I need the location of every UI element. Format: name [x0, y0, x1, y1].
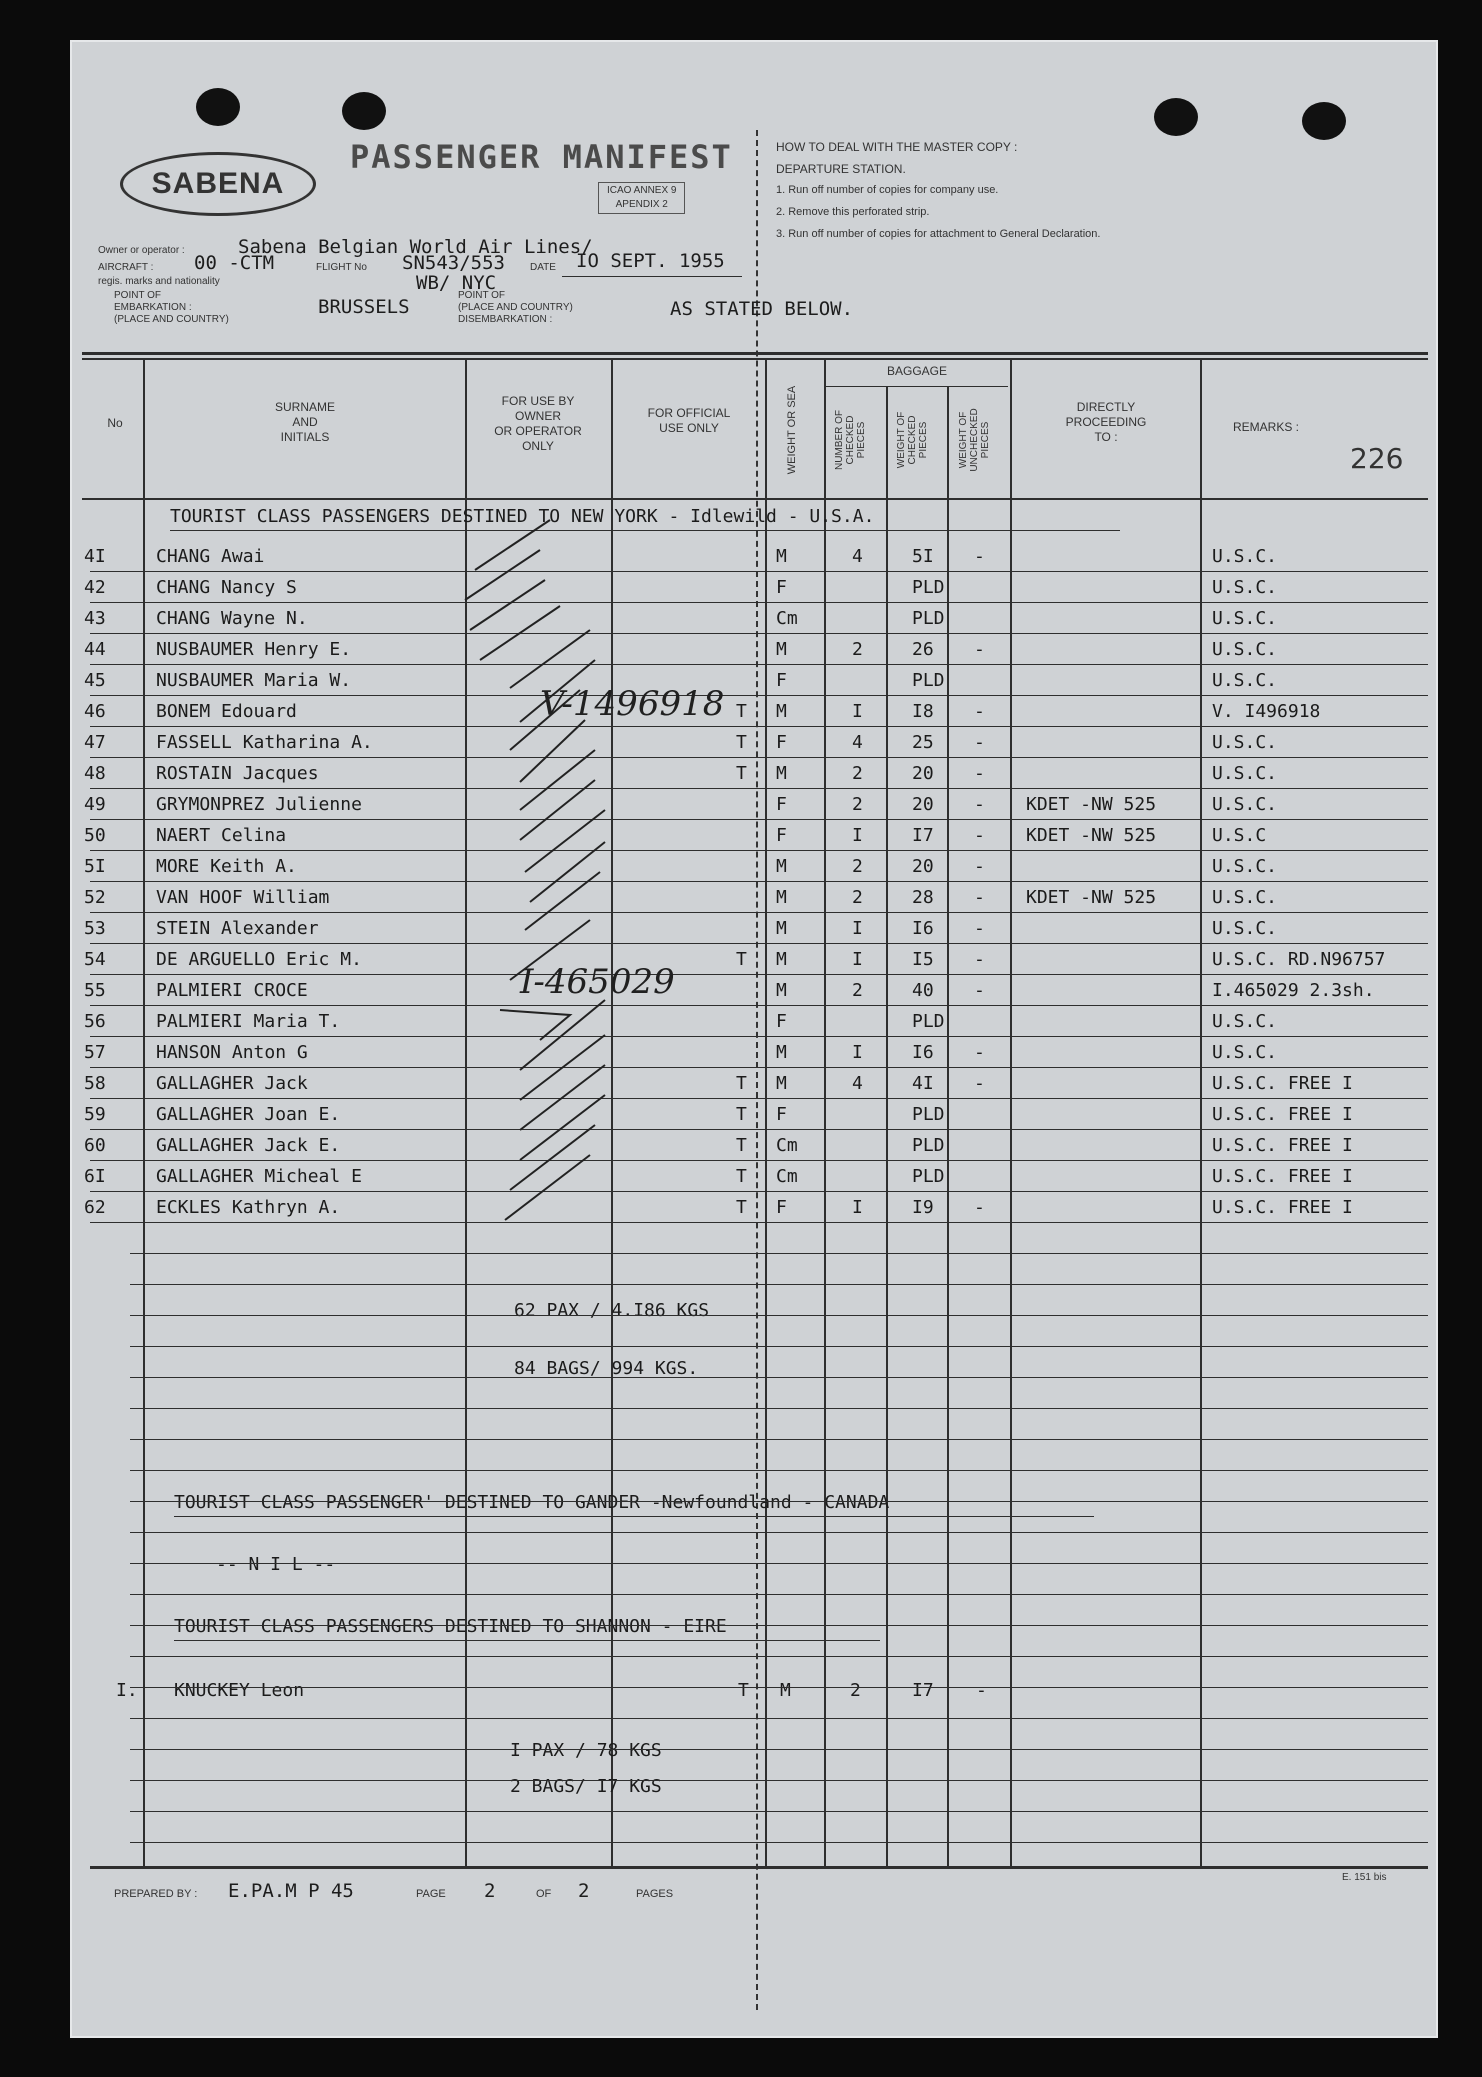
punch-hole [342, 92, 386, 130]
row-name: STEIN Alexander [156, 918, 319, 939]
instruction-item: 2. Remove this perforated strip. [776, 206, 930, 218]
row-remarks: U.S.C. [1212, 918, 1278, 939]
shannon-row-unchecked: - [976, 1680, 987, 1701]
blank-rule [130, 1780, 1428, 1781]
check-mark [520, 1000, 605, 1070]
row-remarks: U.S.C. FREE I [1212, 1197, 1353, 1218]
embarkation-label: POINT OF [114, 290, 162, 301]
section-underline [174, 1516, 1094, 1517]
row-number: 48 [84, 763, 106, 784]
row-weight: I8 [912, 701, 934, 722]
handwritten-visa-number: V-1496918 [540, 684, 725, 724]
row-pieces: 4 [852, 732, 863, 753]
column-rule [886, 386, 888, 1866]
manifest-title: PASSENGER MANIFEST [350, 138, 733, 176]
row-name: ROSTAIN Jacques [156, 763, 319, 784]
row-name: GRYMONPREZ Julienne [156, 794, 362, 815]
row-sex: F [776, 1104, 787, 1125]
row-sex: F [776, 577, 787, 598]
row-class-mark: T [736, 732, 747, 753]
row-remarks: U.S.C. [1212, 546, 1278, 567]
header-weight-checked: WEIGHT OF CHECKED PIECES [896, 411, 929, 469]
prepared-by-value: E.PA.M P 45 [228, 1880, 354, 1902]
row-number: 43 [84, 608, 106, 629]
row-remarks: U.S.C. [1212, 670, 1278, 691]
check-mark [530, 842, 605, 902]
of-value: 2 [578, 1880, 590, 1902]
blank-rule [130, 1470, 1428, 1471]
row-sex: M [776, 763, 787, 784]
row-unchecked: - [974, 732, 985, 753]
row-sex: Cm [776, 1166, 798, 1187]
row-name: GALLAGHER Jack E. [156, 1135, 341, 1156]
row-remarks: U.S.C. [1212, 577, 1278, 598]
row-number: 47 [84, 732, 106, 753]
check-mark [520, 750, 595, 810]
row-pieces: I [852, 949, 863, 970]
row-name: ECKLES Kathryn A. [156, 1197, 341, 1218]
disembarkation-value: AS STATED BELOW. [670, 298, 854, 320]
row-pieces: 2 [852, 856, 863, 877]
check-mark [520, 1065, 605, 1130]
row-sex: M [776, 949, 787, 970]
row-rule [90, 788, 1428, 789]
row-pieces: I [852, 1197, 863, 1218]
blank-rule [130, 1253, 1428, 1254]
table-top-rule [82, 352, 1428, 355]
embarkation-label: (PLACE AND COUNTRY) [114, 314, 229, 325]
row-remarks: U.S.C. [1212, 608, 1278, 629]
row-weight: 25 [912, 732, 934, 753]
total-new-york-bags: 84 BAGS/ 994 KGS. [514, 1358, 699, 1379]
row-rule [90, 974, 1428, 975]
row-number: 53 [84, 918, 106, 939]
row-name: DE ARGUELLO Eric M. [156, 949, 362, 970]
nil-note: -- N I L -- [216, 1554, 336, 1575]
blank-rule [130, 1656, 1428, 1657]
blank-rule [130, 1408, 1428, 1409]
row-unchecked: - [974, 949, 985, 970]
owner-value: Sabena Belgian World Air Lines/ [238, 236, 593, 258]
row-destination: KDET -NW 525 [1026, 794, 1157, 815]
row-number: 6I [84, 1166, 106, 1187]
row-name: NUSBAUMER Henry E. [156, 639, 352, 660]
total-new-york-pax: 62 PAX / 4.I86 KGS [514, 1300, 710, 1321]
row-weight: 20 [912, 856, 934, 877]
total-shannon-bags: 2 BAGS/ I7 KGS [510, 1776, 662, 1797]
row-number: 46 [84, 701, 106, 722]
row-number: 52 [84, 887, 106, 908]
page-value: 2 [484, 1880, 496, 1902]
check-marks [370, 510, 630, 1270]
blank-rule [130, 1439, 1428, 1440]
blank-rule [130, 1811, 1428, 1812]
row-pieces: 4 [852, 546, 863, 567]
row-unchecked: - [974, 887, 985, 908]
date-underline [562, 276, 742, 277]
flight-value: SN543/553 [402, 252, 505, 274]
row-number: 60 [84, 1135, 106, 1156]
row-sex: M [776, 856, 787, 877]
row-weight: 20 [912, 794, 934, 815]
row-destination: KDET -NW 525 [1026, 887, 1157, 908]
row-name: CHANG Awai [156, 546, 265, 567]
row-number: 57 [84, 1042, 106, 1063]
check-mark [520, 720, 585, 782]
section-title-new-york: TOURIST CLASS PASSENGERS DESTINED TO NEW YORK - Idlewild - U.S.A. [170, 506, 875, 527]
row-remarks: V. I496918 [1212, 701, 1321, 722]
row-weight: PLD [912, 577, 945, 598]
check-mark [505, 1155, 590, 1220]
instructions-title: HOW TO DEAL WITH THE MASTER COPY : [776, 140, 1018, 154]
header-baggage: BAGGAGE [886, 364, 948, 378]
row-sex: M [776, 918, 787, 939]
row-pieces: I [852, 918, 863, 939]
row-number: 49 [84, 794, 106, 815]
shannon-row-class: T [738, 1680, 749, 1701]
shannon-row-no: I. [116, 1680, 138, 1701]
blank-rule [130, 1594, 1428, 1595]
row-rule [90, 819, 1428, 820]
section-underline [170, 530, 1120, 531]
blank-rule [130, 1315, 1428, 1316]
row-weight: I6 [912, 1042, 934, 1063]
prepared-by-label: PREPARED BY : [114, 1888, 198, 1900]
column-rule [143, 358, 145, 1866]
row-name: CHANG Wayne N. [156, 608, 308, 629]
row-unchecked: - [974, 1073, 985, 1094]
blank-rule [130, 1687, 1428, 1688]
row-unchecked: - [974, 763, 985, 784]
row-sex: F [776, 670, 787, 691]
disembarkation-label: (PLACE AND COUNTRY) [458, 302, 573, 313]
aircraft-label: AIRCRAFT : [98, 262, 154, 273]
row-remarks: U.S.C. [1212, 639, 1278, 660]
row-name: CHANG Nancy S [156, 577, 297, 598]
row-remarks: U.S.C. [1212, 732, 1278, 753]
blank-rule [130, 1563, 1428, 1564]
date-value: IO SEPT. 1955 [576, 250, 725, 272]
row-remarks: U.S.C. [1212, 763, 1278, 784]
row-weight: I9 [912, 1197, 934, 1218]
row-weight: PLD [912, 1104, 945, 1125]
row-remarks: U.S.C [1212, 825, 1267, 846]
section-title-gander: TOURIST CLASS PASSENGER' DESTINED TO GANDER -Newfoundland - CANADA [174, 1492, 890, 1513]
row-name: VAN HOOF William [156, 887, 330, 908]
row-number: 55 [84, 980, 106, 1001]
row-weight: I5 [912, 949, 934, 970]
row-pieces: I [852, 1042, 863, 1063]
table-top-rule [82, 358, 1428, 360]
header-num-checked: NUMBER OF CHECKED PIECES [834, 410, 867, 470]
row-weight: PLD [912, 670, 945, 691]
page-label: PAGE [416, 1888, 446, 1900]
table-bottom-rule [90, 1866, 1428, 1869]
row-rule [90, 726, 1428, 727]
row-rule [90, 1067, 1428, 1068]
row-remarks: U.S.C. [1212, 887, 1278, 908]
row-name: MORE Keith A. [156, 856, 297, 877]
row-unchecked: - [974, 1042, 985, 1063]
row-weight: 4I [912, 1073, 934, 1094]
row-remarks: U.S.C. [1212, 794, 1278, 815]
check-mark [510, 690, 580, 750]
row-sex: F [776, 794, 787, 815]
shannon-row-sex: M [780, 1680, 791, 1701]
row-rule [90, 1005, 1428, 1006]
row-rule [90, 1160, 1428, 1161]
shannon-row-weight: I7 [912, 1680, 934, 1701]
row-name: FASSELL Katharina A. [156, 732, 373, 753]
row-number: 45 [84, 670, 106, 691]
row-weight: 28 [912, 887, 934, 908]
total-shannon-pax: I PAX / 78 KGS [510, 1740, 662, 1761]
row-name: PALMIERI Maria T. [156, 1011, 341, 1032]
row-rule [90, 850, 1428, 851]
row-remarks: U.S.C. FREE I [1212, 1166, 1353, 1187]
row-sex: M [776, 1042, 787, 1063]
row-name: NAERT Celina [156, 825, 287, 846]
column-rule [1010, 358, 1012, 1866]
row-number: 44 [84, 639, 106, 660]
of-label: OF [536, 1888, 552, 1900]
row-pieces: I [852, 825, 863, 846]
row-sex: F [776, 1011, 787, 1032]
row-sex: Cm [776, 1135, 798, 1156]
row-pieces: 2 [852, 639, 863, 660]
row-rule [90, 664, 1428, 665]
page-number-stamp: 226 [1350, 442, 1404, 475]
regis-label: regis. marks and nationality [98, 276, 220, 287]
blank-rule [130, 1842, 1428, 1843]
header-owner-use: FOR USE BY OWNER OR OPERATOR ONLY [494, 394, 582, 453]
disembarkation-label: POINT OF [458, 290, 506, 301]
row-class-mark: T [736, 701, 747, 722]
row-weight: PLD [912, 1166, 945, 1187]
row-remarks: U.S.C. [1212, 1042, 1278, 1063]
icao-reference: ICAO ANNEX 9 APENDIX 2 [598, 182, 685, 214]
row-name: HANSON Anton G [156, 1042, 308, 1063]
row-sex: F [776, 1197, 787, 1218]
check-mark [520, 1035, 605, 1100]
row-sex: F [776, 732, 787, 753]
check-mark [525, 810, 605, 872]
section-underline [174, 1640, 880, 1641]
section-title-shannon: TOURIST CLASS PASSENGERS DESTINED TO SHANNON - EIRE [174, 1616, 727, 1637]
row-name: PALMIERI CROCE [156, 980, 308, 1001]
row-rule [90, 633, 1428, 634]
row-rule [90, 1129, 1428, 1130]
column-rule [1200, 358, 1202, 1866]
row-class-mark: T [736, 1135, 747, 1156]
check-mark [520, 660, 595, 722]
check-mark [475, 520, 550, 570]
row-rule [90, 1098, 1428, 1099]
route-value: WB/ NYC [416, 272, 497, 294]
baggage-rule [824, 386, 1008, 387]
blank-rule [130, 1625, 1428, 1626]
check-mark [510, 630, 590, 688]
sabena-logo: SABENA [120, 152, 316, 216]
row-remarks: U.S.C. [1212, 1011, 1278, 1032]
disembarkation-label: DISEMBARKATION : [458, 314, 553, 325]
row-weight: I6 [912, 918, 934, 939]
row-weight: 5I [912, 546, 934, 567]
row-pieces: 2 [852, 763, 863, 784]
row-sex: M [776, 1073, 787, 1094]
shannon-row-pieces: 2 [850, 1680, 861, 1701]
punch-hole [196, 88, 240, 126]
blank-rule [130, 1501, 1428, 1502]
row-pieces: 2 [852, 980, 863, 1001]
row-remarks: U.S.C. RD.N96757 [1212, 949, 1386, 970]
header-official: FOR OFFICIAL USE ONLY [647, 406, 731, 435]
row-rule [90, 571, 1428, 572]
row-weight: 20 [912, 763, 934, 784]
row-rule [90, 1222, 1428, 1223]
row-name: BONEM Edouard [156, 701, 297, 722]
row-number: 42 [84, 577, 106, 598]
row-rule [90, 757, 1428, 758]
header-no: No [107, 416, 123, 430]
punch-hole [1154, 98, 1198, 136]
row-number: 62 [84, 1197, 106, 1218]
row-weight: I7 [912, 825, 934, 846]
row-rule [90, 602, 1428, 603]
row-sex: M [776, 546, 787, 567]
row-rule [90, 1191, 1428, 1192]
row-destination: KDET -NW 525 [1026, 825, 1157, 846]
row-weight: 26 [912, 639, 934, 660]
header-proceeding: DIRECTLY PROCEEDING TO : [1065, 400, 1147, 444]
row-number: 4I [84, 546, 106, 567]
row-number: 58 [84, 1073, 106, 1094]
blank-rule [130, 1284, 1428, 1285]
row-sex: F [776, 825, 787, 846]
row-rule [90, 1036, 1428, 1037]
row-rule [90, 695, 1428, 696]
row-pieces: 2 [852, 794, 863, 815]
row-weight: 40 [912, 980, 934, 1001]
form-code: E. 151 bis [1342, 1872, 1387, 1883]
row-sex: M [776, 980, 787, 1001]
row-rule [90, 881, 1428, 882]
row-pieces: 2 [852, 887, 863, 908]
instructions-subtitle: DEPARTURE STATION. [776, 162, 906, 176]
row-name: GALLAGHER Jack [156, 1073, 308, 1094]
row-sex: M [776, 701, 787, 722]
row-class-mark: T [736, 763, 747, 784]
row-remarks: U.S.C. FREE I [1212, 1073, 1353, 1094]
row-pieces: I [852, 701, 863, 722]
row-number: 59 [84, 1104, 106, 1125]
row-sex: Cm [776, 608, 798, 629]
header-surname: SURNAME AND INITIALS [274, 400, 335, 444]
row-rule [90, 943, 1428, 944]
row-number: 5I [84, 856, 106, 877]
check-mark [470, 580, 545, 630]
column-rule [947, 386, 949, 1866]
pages-label: PAGES [636, 1888, 674, 1900]
row-unchecked: - [974, 980, 985, 1001]
punch-hole [1302, 102, 1346, 140]
row-unchecked: - [974, 701, 985, 722]
row-remarks: U.S.C. FREE I [1212, 1104, 1353, 1125]
row-unchecked: - [974, 825, 985, 846]
row-weight: PLD [912, 1135, 945, 1156]
date-label: DATE [530, 262, 556, 273]
blank-rule [130, 1718, 1428, 1719]
handwritten-visa-number: I-465029 [520, 962, 675, 1002]
row-class-mark: T [736, 1197, 747, 1218]
row-weight: PLD [912, 608, 945, 629]
flight-label: FLIGHT No [316, 262, 367, 273]
row-class-mark: T [736, 1166, 747, 1187]
check-mark [500, 1010, 570, 1040]
row-unchecked: - [974, 918, 985, 939]
manifest-sheet [70, 40, 1438, 2038]
owner-label: Owner or operator : [98, 245, 185, 256]
row-unchecked: - [974, 794, 985, 815]
row-remarks: U.S.C. [1212, 856, 1278, 877]
row-unchecked: - [974, 639, 985, 660]
check-mark [510, 920, 590, 980]
row-unchecked: - [974, 546, 985, 567]
row-number: 54 [84, 949, 106, 970]
row-class-mark: T [736, 949, 747, 970]
row-remarks: U.S.C. FREE I [1212, 1135, 1353, 1156]
check-mark [520, 780, 595, 840]
blank-rule [130, 1749, 1428, 1750]
check-mark [465, 550, 540, 600]
row-class-mark: T [736, 1073, 747, 1094]
row-class-mark: T [736, 1104, 747, 1125]
row-number: 50 [84, 825, 106, 846]
row-rule [90, 912, 1428, 913]
shannon-row-name: KNUCKEY Leon [174, 1680, 305, 1701]
row-remarks: I.465029 2.3sh. [1212, 980, 1375, 1001]
row-weight: PLD [912, 1011, 945, 1032]
row-pieces: 4 [852, 1073, 863, 1094]
header-remarks: REMARKS : [1232, 420, 1299, 434]
blank-rule [130, 1346, 1428, 1347]
row-name: GALLAGHER Micheal E [156, 1166, 362, 1187]
row-sex: M [776, 887, 787, 908]
row-name: NUSBAUMER Maria W. [156, 670, 352, 691]
embarkation-label: EMBARKATION : [114, 302, 192, 313]
table-header-rule [82, 498, 1428, 500]
blank-rule [130, 1532, 1428, 1533]
instruction-item: 1. Run off number of copies for company use. [776, 184, 999, 196]
row-name: GALLAGHER Joan E. [156, 1104, 341, 1125]
embarkation-value: BRUSSELS [318, 296, 410, 318]
check-mark [480, 606, 560, 660]
instruction-item: 3. Run off number of copies for attachment to General Declaration. [776, 228, 1101, 240]
header-weight-sea: WEIGHT OR SEA [786, 385, 798, 475]
row-unchecked: - [974, 856, 985, 877]
row-number: 56 [84, 1011, 106, 1032]
row-unchecked: - [974, 1197, 985, 1218]
aircraft-value: 00 -CTM [194, 252, 275, 274]
header-weight-unchecked: WEIGHT OF UNCHECKED PIECES [958, 408, 991, 472]
blank-rule [130, 1377, 1428, 1378]
row-sex: M [776, 639, 787, 660]
